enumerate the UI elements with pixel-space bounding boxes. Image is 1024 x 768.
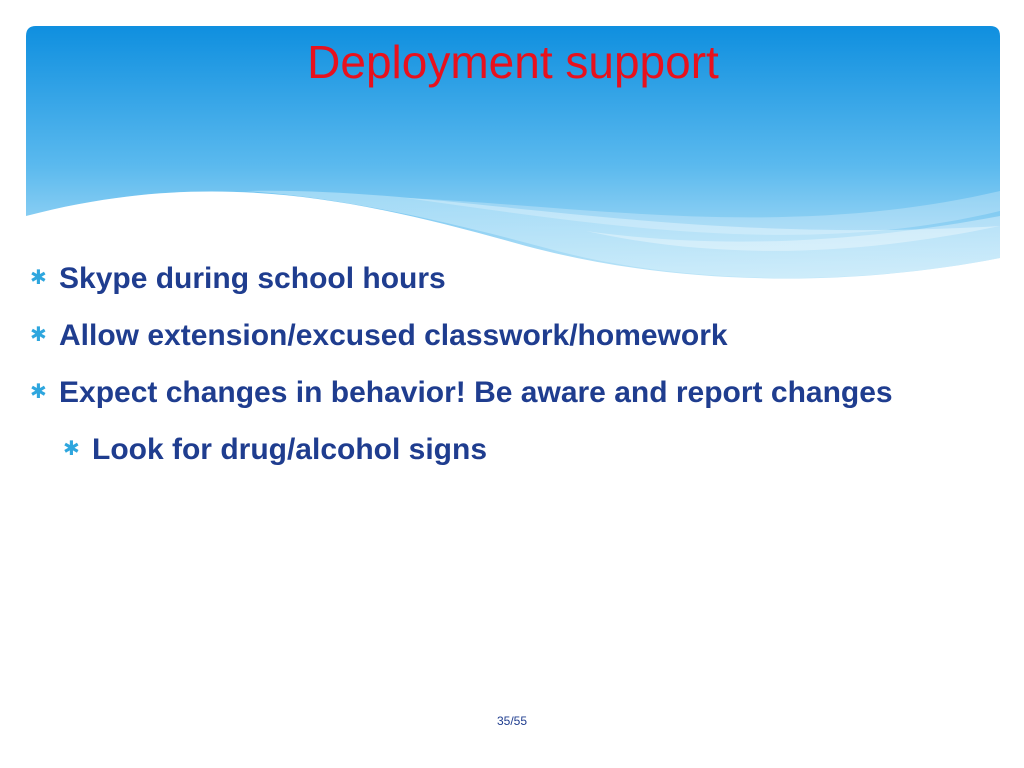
asterisk-bullet-icon: ✱ bbox=[30, 324, 47, 346]
bullet-item bbox=[30, 370, 930, 415]
bullet-item bbox=[30, 313, 930, 358]
bullet-text: Expect changes in behavior! Be aware and report changes bbox=[59, 376, 893, 409]
page-number: 35/55 bbox=[496, 714, 528, 728]
bullet-list bbox=[30, 256, 930, 484]
bullet-text: Allow extension/excused classwork/homework bbox=[59, 319, 728, 352]
asterisk-bullet-icon: ✱ bbox=[30, 267, 47, 289]
asterisk-bullet-icon: ✱ bbox=[63, 438, 80, 460]
sub-bullet-item bbox=[63, 427, 930, 472]
bullet-text: Look for drug/alcohol signs bbox=[92, 433, 488, 466]
bullet-text: Skype during school hours bbox=[59, 262, 446, 295]
slide-title: Deployment support bbox=[307, 36, 719, 88]
asterisk-bullet-icon: ✱ bbox=[30, 381, 47, 403]
bullet-item bbox=[30, 256, 930, 301]
